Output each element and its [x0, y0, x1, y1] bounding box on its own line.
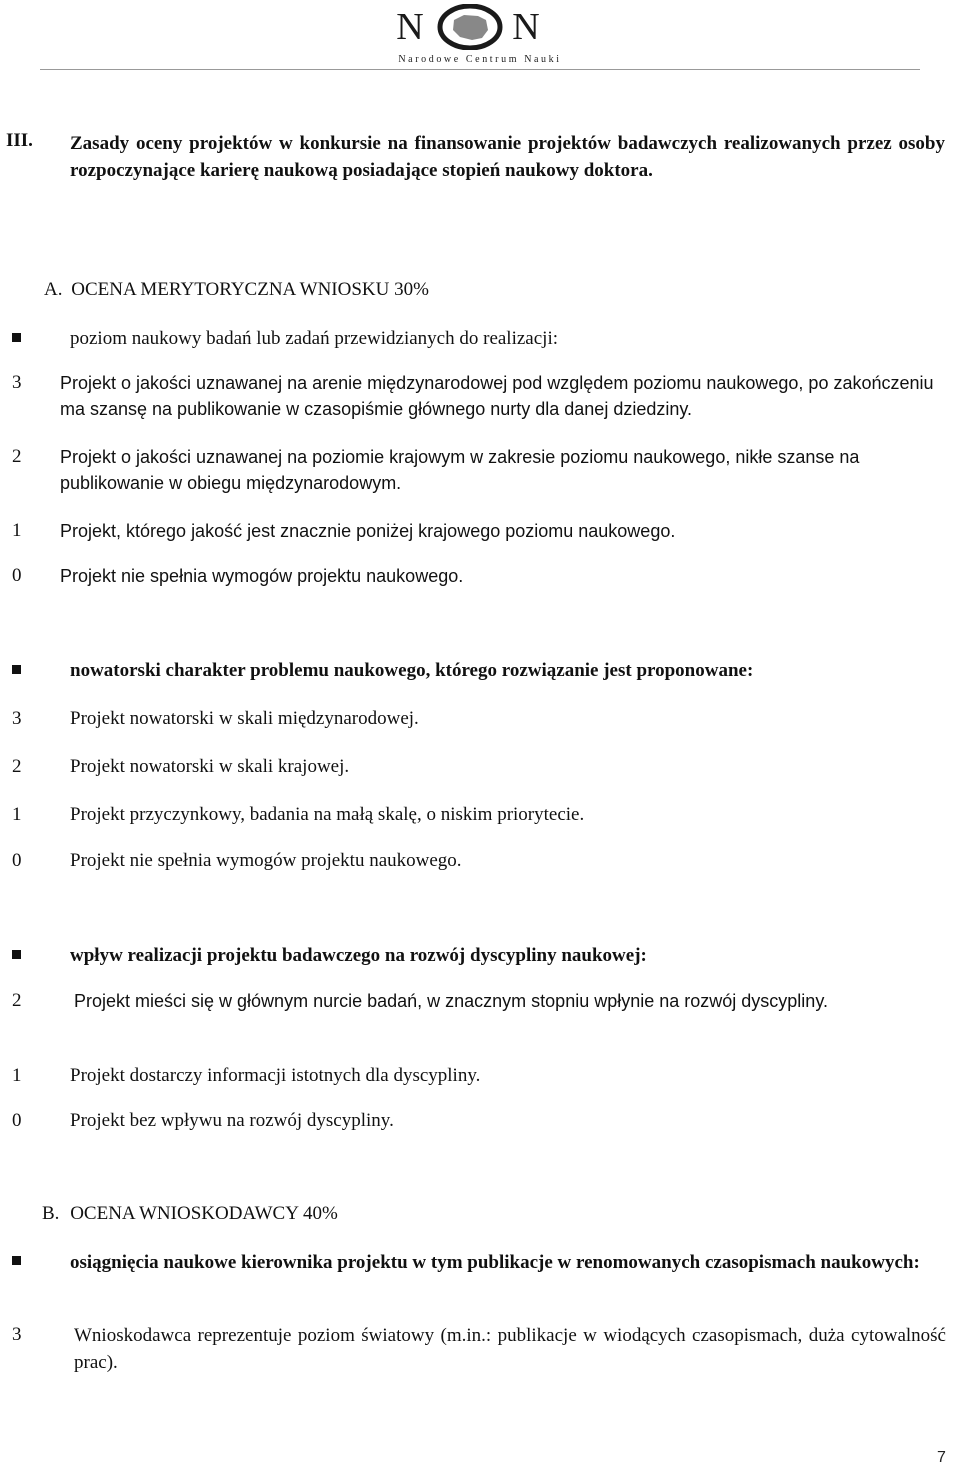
criterion-a1-label: poziom naukowy badań lub zadań przewidzianych do realizacji: [70, 328, 558, 349]
part-a-label: A. [44, 279, 63, 300]
score-text: Projekt bez wpływu na rozwój dyscypliny. [70, 1110, 394, 1131]
score-text: Projekt przyczynkowy, badania na małą skalę, o niskim priorytecie. [70, 804, 585, 825]
part-b-title: OCENA WNIOSKODAWCY 40% [70, 1203, 338, 1224]
logo-letters [390, 4, 550, 50]
bullet-icon [12, 333, 21, 342]
score-value: 0 [12, 565, 22, 586]
score-text: Projekt nie spełnia wymogów projektu naukowego. [60, 566, 464, 586]
part-a-heading [44, 279, 429, 301]
bullet-icon [12, 950, 21, 959]
score-value: 2 [12, 446, 22, 467]
score-value: 1 [12, 804, 22, 825]
score-text: Projekt dostarczy informacji istotnych dla dyscypliny. [70, 1065, 481, 1086]
criterion-b1-label: osiągnięcia naukowe kierownika projektu w tym publikacje w renomowanych czasopismach naukowych: [70, 1252, 920, 1273]
score-text: Projekt nowatorski w skali krajowej. [70, 756, 350, 777]
score-value: 2 [12, 756, 22, 777]
poland-map-icon [434, 4, 506, 50]
score-value: 3 [12, 708, 22, 729]
score-text: Projekt o jakości uznawanej na poziomie krajowym w zakresie poziomu naukowego, nikłe szanse na publikowanie w obiegu międzynarodowym. [60, 447, 860, 493]
page-number: 7 [937, 1449, 946, 1466]
logo-subtitle: Narodowe Centrum Nauki [398, 54, 562, 65]
criterion-a2-label: nowatorski charakter problemu naukowego, którego rozwiązanie jest proponowane: [70, 660, 754, 681]
score-text: Projekt o jakości uznawanej na arenie międzynarodowej pod względem poziomu naukowego, po zakończeniu ma szansę na publikowanie w czasopiśmie głównego nurty dla danej dziedziny. [60, 373, 934, 419]
score-value: 1 [12, 520, 22, 541]
ncn-logo [380, 4, 580, 66]
section-number: III. [6, 130, 33, 151]
score-text: Projekt, którego jakość jest znacznie poniżej krajowego poziomu naukowego. [60, 521, 676, 541]
score-text: Projekt nie spełnia wymogów projektu naukowego. [70, 850, 462, 871]
part-b-label: B. [42, 1203, 60, 1224]
score-text: Projekt nowatorski w skali międzynarodowej. [70, 708, 419, 729]
part-a-title: OCENA MERYTORYCZNA WNIOSKU 30% [71, 279, 429, 300]
score-value: 0 [12, 1110, 22, 1131]
score-value: 3 [12, 1324, 22, 1345]
score-text: Projekt mieści się w głównym nurcie badań, w znacznym stopniu wpłynie na rozwój dyscypliny. [74, 991, 828, 1011]
header-divider [40, 69, 920, 70]
score-value: 1 [12, 1065, 22, 1086]
logo-letter-n-left: N [396, 6, 428, 48]
section-title: Zasady oceny projektów w konkursie na finansowanie projektów badawczych realizowanych przez osoby rozpoczynające karierę naukową posiadające stopień naukowy doktora. [70, 133, 945, 181]
part-b-heading [42, 1203, 338, 1225]
score-value: 2 [12, 990, 22, 1011]
score-text: Wnioskodawca reprezentuje poziom światowy (m.in.: publikacje w wiodących czasopismach, duża cytowalność prac). [74, 1325, 946, 1373]
score-value: 0 [12, 850, 22, 871]
bullet-icon [12, 665, 21, 674]
score-value: 3 [12, 372, 22, 393]
logo-letter-n-right: N [512, 6, 544, 48]
bullet-icon [12, 1256, 21, 1265]
criterion-a3-label: wpływ realizacji projektu badawczego na rozwój dyscypliny naukowej: [70, 945, 647, 966]
